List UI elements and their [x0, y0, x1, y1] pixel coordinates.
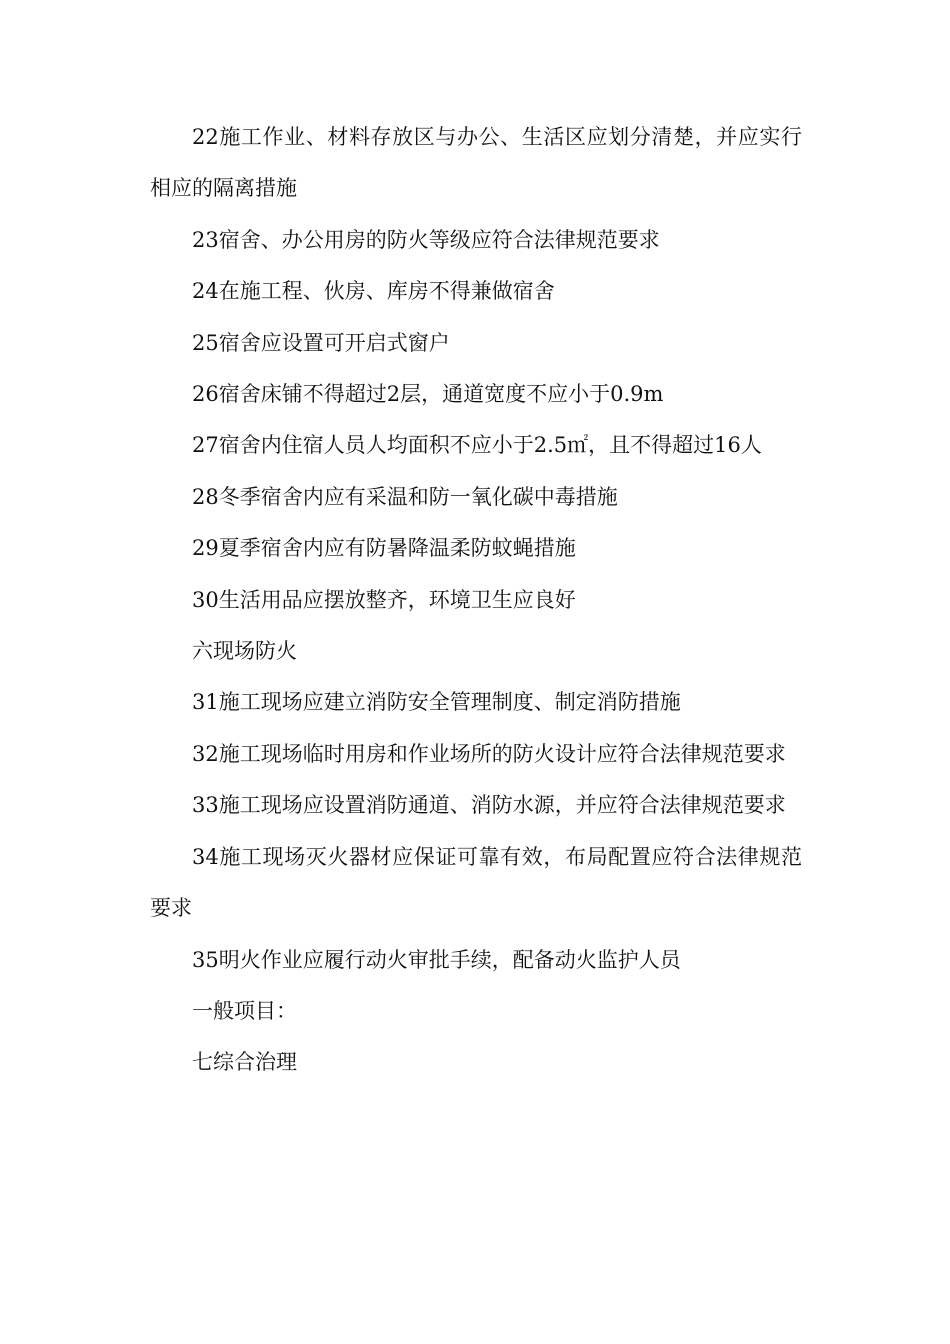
general-items-label: 一般项目：	[192, 998, 297, 1023]
paragraph-30: 30生活用品应摆放整齐，环境卫生应良好	[192, 587, 576, 612]
paragraph-26: 26宿舍床铺不得超过2层，通道宽度不应小于0.9m	[192, 382, 664, 407]
paragraph-33: 33施工现场应设置消防通道、消防水源，并应符合法律规范要求	[192, 793, 786, 818]
paragraph-34: 34施工现场灭火器材应保证可靠有效，布局配置应符合法律规范要求	[150, 844, 802, 921]
document-body	[150, 112, 802, 1089]
section-heading-fire-prevention: 六现场防火	[192, 639, 297, 664]
paragraph-31: 31施工现场应建立消防安全管理制度、制定消防措施	[192, 690, 681, 715]
paragraph-23: 23宿舍、办公用房的防火等级应符合法律规范要求	[192, 227, 660, 252]
paragraph-28: 28冬季宿舍内应有采温和防一氧化碳中毒措施	[192, 484, 618, 509]
paragraph-25: 25宿舍应设置可开启式窗户	[192, 330, 450, 355]
paragraph-32: 32施工现场临时用房和作业场所的防火设计应符合法律规范要求	[192, 741, 786, 766]
paragraph-35: 35明火作业应履行动火审批手续，配备动火监护人员	[192, 947, 681, 972]
paragraph-24: 24在施工程、伙房、库房不得兼做宿舍	[192, 279, 555, 304]
paragraph-29: 29夏季宿舍内应有防暑降温柔防蚊蝇措施	[192, 536, 576, 561]
paragraph-27: 27宿舍内住宿人员人均面积不应小于2.5㎡，且不得超过16人	[192, 433, 762, 458]
section-heading-comprehensive-governance: 七综合治理	[192, 1050, 297, 1075]
paragraph-22: 22施工作业、材料存放区与办公、生活区应划分清楚，并应实行相应的隔离措施	[150, 125, 802, 201]
